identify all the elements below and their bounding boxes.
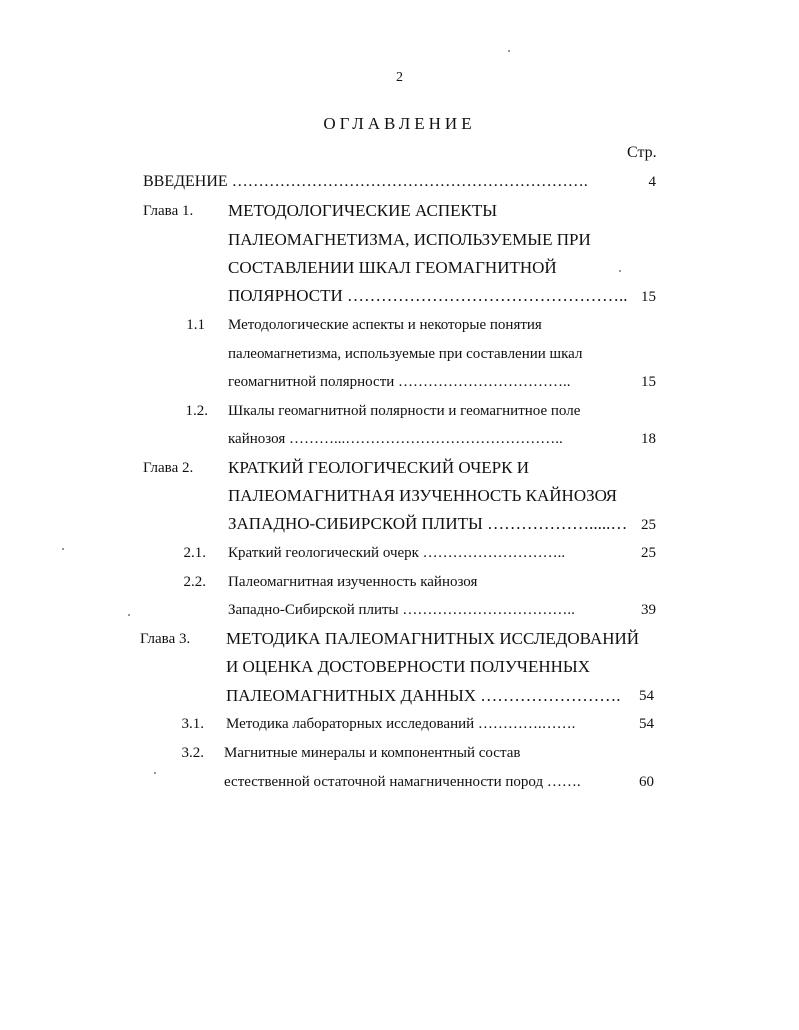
scan-speck bbox=[508, 50, 510, 52]
section-page: 60 bbox=[639, 774, 654, 790]
section-title-line: палеомагнетизма, используемые при составлении шкал bbox=[228, 346, 583, 362]
section-page: 25 bbox=[641, 545, 656, 561]
page-column-label: Стр. bbox=[627, 144, 657, 161]
section-title-line: кайнозоя ………...…………………………………….. bbox=[228, 431, 563, 447]
chapter-2-title-line: ЗАПАДНО-СИБИРСКОЙ ПЛИТЫ ……………….....… bbox=[228, 514, 628, 533]
section-number: 2.2. bbox=[183, 574, 206, 590]
section-page: 15 bbox=[641, 374, 656, 390]
section-page: 18 bbox=[641, 431, 656, 447]
chapter-2-title-line: ПАЛЕОМАГНИТНАЯ ИЗУЧЕННОСТЬ КАЙНОЗОЯ bbox=[228, 486, 618, 505]
chapter-2-title-line: КРАТКИЙ ГЕОЛОГИЧЕСКИЙ ОЧЕРК И bbox=[228, 458, 530, 477]
chapter-3-page: 54 bbox=[639, 688, 654, 704]
chapter-1-title-line: ПОЛЯРНОСТИ ………………………………………….. bbox=[228, 286, 628, 305]
section-title-line: Палеомагнитная изученность кайнозоя bbox=[228, 574, 478, 590]
scan-speck bbox=[62, 548, 64, 550]
section-title-line: Методологические аспекты и некоторые понятия bbox=[228, 317, 542, 333]
page-number: 2 bbox=[396, 70, 403, 85]
scan-speck bbox=[128, 614, 130, 616]
section-number: 1.1 bbox=[186, 317, 205, 333]
section-title-line: геомагнитной полярности …………………………….. bbox=[228, 374, 571, 390]
section-number: 3.2. bbox=[181, 745, 204, 761]
chapter-1-label: Глава 1. bbox=[143, 203, 194, 219]
section-title-line: Шкалы геомагнитной полярности и геомагнитное поле bbox=[228, 403, 581, 419]
chapter-2-page: 25 bbox=[641, 517, 656, 533]
chapter-2-label: Глава 2. bbox=[143, 460, 194, 476]
section-title-line: Западно-Сибирской плиты …………………………….. bbox=[228, 602, 575, 618]
section-title-line: Краткий геологический очерк ……………………….. bbox=[228, 545, 566, 561]
intro-text: ВВЕДЕНИЕ …………………………………………………………. bbox=[143, 173, 588, 190]
chapter-1-title-line: МЕТОДОЛОГИЧЕСКИЕ АСПЕКТЫ bbox=[228, 201, 498, 220]
section-page: 54 bbox=[639, 716, 654, 732]
scan-speck bbox=[619, 270, 621, 272]
chapter-3-title-line: И ОЦЕНКА ДОСТОВЕРНОСТИ ПОЛУЧЕННЫХ bbox=[226, 657, 591, 676]
chapter-1-title-line: ПАЛЕОМАГНЕТИЗМА, ИСПОЛЬЗУЕМЫЕ ПРИ bbox=[228, 230, 591, 249]
section-number: 3.1. bbox=[181, 716, 204, 732]
section-title-line: Магнитные минералы и компонентный состав bbox=[224, 745, 521, 761]
chapter-3-title-line: ПАЛЕОМАГНИТНЫХ ДАННЫХ ……………………. bbox=[226, 686, 621, 705]
intro-page: 4 bbox=[648, 174, 656, 190]
section-title-line: Методика лабораторных исследований ………….……. bbox=[226, 716, 576, 732]
toc-heading: ОГЛАВЛЕНИЕ bbox=[323, 114, 476, 133]
chapter-3-label: Глава 3. bbox=[140, 631, 191, 647]
scan-speck bbox=[154, 772, 156, 774]
section-title-line: естественной остаточной намагниченности пород ……. bbox=[224, 774, 581, 790]
chapter-3-title-line: МЕТОДИКА ПАЛЕОМАГНИТНЫХ ИССЛЕДОВАНИЙ bbox=[226, 629, 640, 648]
section-number: 1.2. bbox=[185, 403, 208, 419]
chapter-1-title-line: СОСТАВЛЕНИИ ШКАЛ ГЕОМАГНИТНОЙ bbox=[228, 258, 557, 277]
section-page: 39 bbox=[641, 602, 656, 618]
chapter-1-page: 15 bbox=[641, 289, 656, 305]
section-number: 2.1. bbox=[183, 545, 206, 561]
